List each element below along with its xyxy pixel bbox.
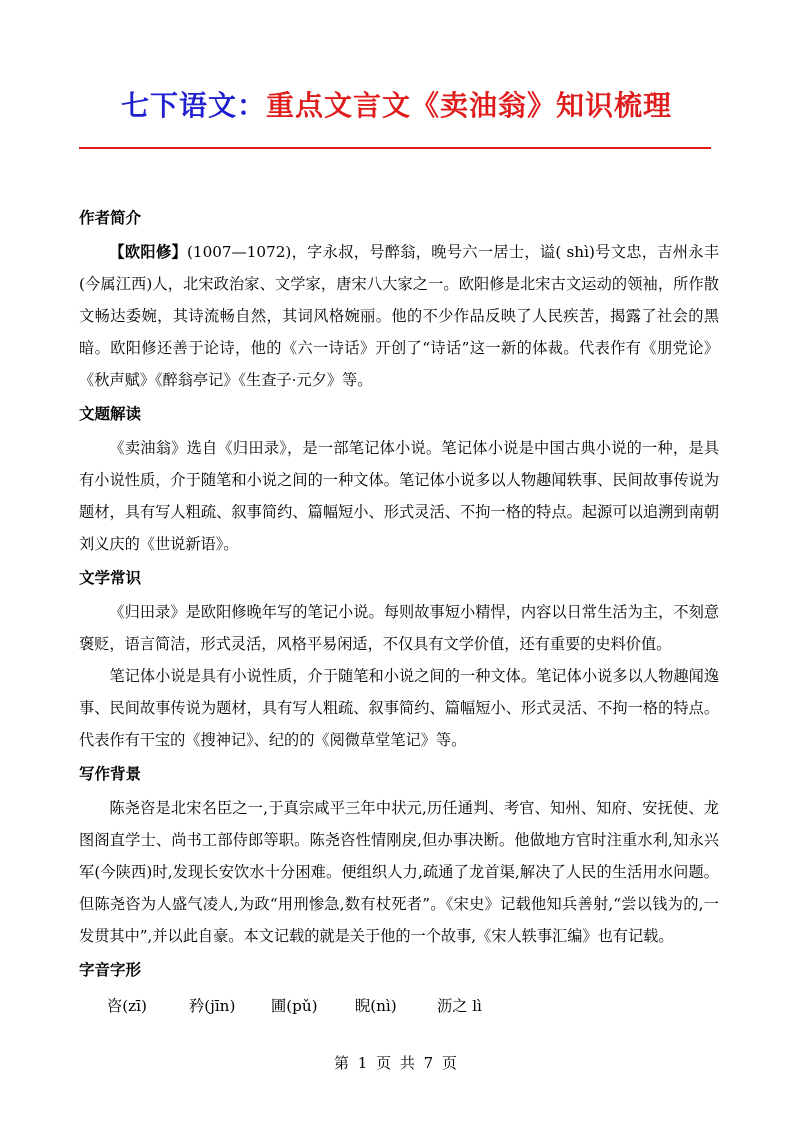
paragraph: 陈尧咨是北宋名臣之一,于真宗咸平三年中状元,历任通判、考官、知州、知府、安抚使、龙图阁直学士、尚书工部侍郎等职。陈尧咨性情刚戾,但办事决断。他做地方官时注重水利,知永兴军(今陕西)时,发现长安饮水十分困难。便组织人力,疏通了龙首渠,解决了人民的生活用水问题。但陈尧咨为人盛气凌人,为政“用刑惨急,数有杖死者”。《宋史》记载他知兵善射,“尝以钱为的,一发贯其中”,并以此自豪。本文记载的就是关于他的一个故事,《宋人轶事汇编》也有记载。 bbox=[79, 799, 719, 945]
section-heading: 作者简介 bbox=[79, 209, 142, 227]
paragraph bbox=[79, 236, 719, 396]
pronunciation-list bbox=[79, 990, 719, 1022]
section-title-interpretation bbox=[79, 396, 719, 560]
paragraph: 笔记体小说是具有小说性质，介于随笔和小说之间的一种文体。笔记体小说多以人物趣闻逸事、民间故事传说为题材，具有写人粗疏、叙事简约、篇幅短小、形式灵活、不拘一格的特点。代表作有干宝的《搜神记》、纪的的《阅微草堂笔记》等。 bbox=[79, 667, 719, 749]
title-main: 重点文言文《卖油翁》知识梳理 bbox=[266, 89, 673, 122]
pronunciation-item: 沥之 lì bbox=[437, 997, 482, 1015]
page-number: 第 1 页 共 7 页 bbox=[334, 1054, 459, 1072]
document-body bbox=[79, 200, 719, 1022]
pronunciation-item: 圃(pǔ) bbox=[271, 997, 318, 1015]
pronunciation-item: 咨(zī) bbox=[107, 997, 147, 1015]
section-pronunciation bbox=[79, 952, 719, 1022]
pronunciation-item: 睨(nì) bbox=[355, 997, 397, 1015]
section-heading: 文学常识 bbox=[79, 569, 142, 587]
author-name: 【欧阳修】 bbox=[109, 243, 187, 261]
pronunciation-item: 矜(jīn) bbox=[189, 997, 236, 1015]
section-literary-knowledge bbox=[79, 560, 719, 756]
paragraph: 《卖油翁》选自《归田录》，是一部笔记体小说。笔记体小说是中国古典小说的一种，是具有小说性质，介于随笔和小说之间的一种文体。笔记体小说多以人物趣闻轶事、民间故事传说为题材，具有写人粗疏、叙事简约、篇幅短小、形式灵活、不拘一格的特点。起源可以追溯到南朝刘义庆的《世说新语》。 bbox=[79, 439, 719, 553]
page-title bbox=[0, 86, 793, 126]
section-heading: 写作背景 bbox=[79, 765, 142, 783]
title-prefix: 七下语文： bbox=[120, 89, 266, 122]
title-divider bbox=[79, 147, 711, 149]
section-author bbox=[79, 200, 719, 396]
section-heading: 字音字形 bbox=[79, 961, 142, 979]
section-background bbox=[79, 756, 719, 952]
paragraph-text: (1007—1072)，字永叔，号醉翁，晚号六一居士，谥( shì)号文忠，吉州永丰(今属江西)人，北宋政治家、文学家，唐宋八大家之一。欧阳修是北宋古文运动的领袖，所作散文畅达委婉，其诗流畅自然，其词风格婉丽。他的不少作品反映了人民疾苦，揭露了社会的黑暗。欧阳修还善于论诗，他的《六一诗话》开创了“诗话”这一新的体裁。代表作有《朋党论》《秋声赋》《醉翁亭记》《生查子·元夕》等。 bbox=[79, 243, 720, 389]
section-heading: 文题解读 bbox=[79, 405, 142, 423]
paragraph: 《归田录》是欧阳修晚年写的笔记小说。每则故事短小精悍，内容以日常生活为主，不刻意褒贬，语言简洁，形式灵活，风格平易闲适，不仅具有文学价值，还有重要的史料价值。 bbox=[79, 603, 719, 653]
